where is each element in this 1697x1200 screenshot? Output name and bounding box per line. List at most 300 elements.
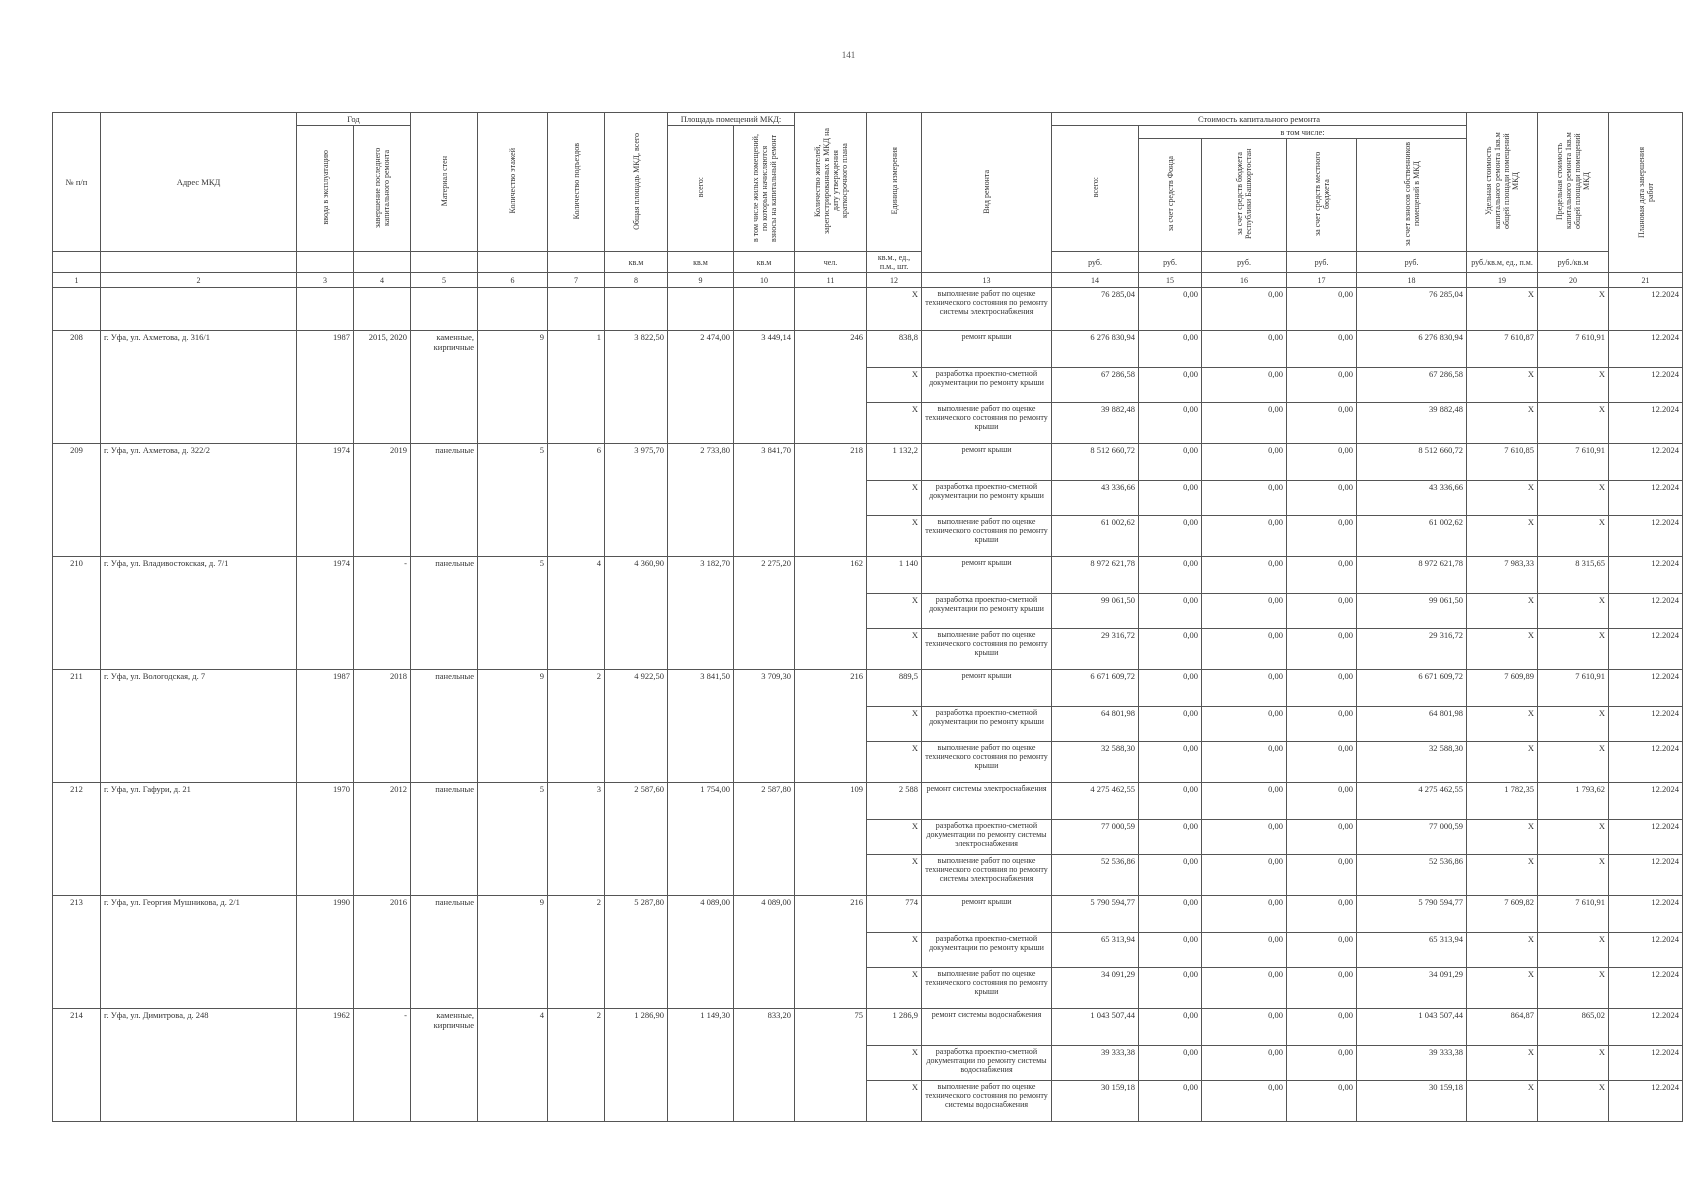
cell-unit-cost: Х: [1467, 368, 1538, 403]
cell-fund: 0,00: [1139, 933, 1202, 968]
cell-total: 39 333,38: [1052, 1046, 1139, 1081]
cell-unit-cost: 864,87: [1467, 1009, 1538, 1046]
cell-owners: 61 002,62: [1357, 516, 1467, 557]
cell-max-cost: Х: [1538, 742, 1609, 783]
cell-max-cost: Х: [1538, 855, 1609, 896]
cell-work: разработка проектно-сметной документации по ремонту крыши: [922, 481, 1052, 516]
cell-unit-cost: 1 782,35: [1467, 783, 1538, 820]
cell-work: ремонт крыши: [922, 557, 1052, 594]
cell-material: панельные: [411, 783, 478, 896]
cell-year: 1974: [297, 444, 354, 557]
cell-premises: 3 182,70: [668, 557, 734, 670]
cell-entrances: 3: [548, 783, 605, 896]
cell-owners: 4 275 462,55: [1357, 783, 1467, 820]
cell-unit: 1 132,2: [867, 444, 922, 481]
cell-work: разработка проектно-сметной документации по ремонту крыши: [922, 707, 1052, 742]
cell-fund: 0,00: [1139, 331, 1202, 368]
cell-premises: 1 149,30: [668, 1009, 734, 1122]
column-number: 5: [411, 273, 478, 288]
cell-no: 213: [53, 896, 101, 1009]
cell-fund: 0,00: [1139, 783, 1202, 820]
cell-fund: 0,00: [1139, 742, 1202, 783]
cell-total-area: 2 587,60: [605, 783, 668, 896]
cell-total: 39 882,48: [1052, 403, 1139, 444]
cell-owners: 5 790 594,77: [1357, 896, 1467, 933]
cell-date: 12.2024: [1609, 855, 1683, 896]
cell-local: 0,00: [1287, 742, 1357, 783]
cell-work: выполнение работ по оценке технического состояния по ремонту крыши: [922, 403, 1052, 444]
cell-premises: 1 754,00: [668, 783, 734, 896]
cell-total: 64 801,98: [1052, 707, 1139, 742]
cell-local: 0,00: [1287, 368, 1357, 403]
cell-unit: 1 286,9: [867, 1009, 922, 1046]
cell-republic: 0,00: [1202, 707, 1287, 742]
units-row: [53, 252, 1683, 273]
cell-date: 12.2024: [1609, 670, 1683, 707]
cell-residents: 246: [795, 331, 867, 444]
cell-local: 0,00: [1287, 707, 1357, 742]
cell-unit: 774: [867, 896, 922, 933]
cell-last-repair: 2016: [354, 896, 411, 1009]
unit-label: руб.: [1287, 252, 1357, 273]
table-row: [53, 896, 1683, 933]
cell-contrib: 2 275,20: [734, 557, 795, 670]
cell-max-cost: Х: [1538, 968, 1609, 1009]
column-number: 18: [1357, 273, 1467, 288]
cell-no: 211: [53, 670, 101, 783]
cell-unit: Х: [867, 855, 922, 896]
column-number: 4: [354, 273, 411, 288]
cell-floors: 4: [478, 1009, 548, 1122]
cell-owners: 29 316,72: [1357, 629, 1467, 670]
cell-entrances: 4: [548, 557, 605, 670]
cell-fund: 0,00: [1139, 594, 1202, 629]
cell-unit: Х: [867, 1046, 922, 1081]
cell-work: ремонт крыши: [922, 331, 1052, 368]
cell-owners: 43 336,66: [1357, 481, 1467, 516]
cell-unit-cost: Х: [1467, 707, 1538, 742]
cell-owners: 76 285,04: [1357, 288, 1467, 331]
cell-local: 0,00: [1287, 855, 1357, 896]
table-row: [53, 1009, 1683, 1046]
cell-unit-cost: Х: [1467, 933, 1538, 968]
cell-date: 12.2024: [1609, 1046, 1683, 1081]
cell-work: выполнение работ по оценке технического состояния по ремонту крыши: [922, 516, 1052, 557]
cell-max-cost: Х: [1538, 629, 1609, 670]
cell-local: 0,00: [1287, 629, 1357, 670]
header-cost-republic: за счет средств бюджета Республики Башкортостан: [1235, 148, 1254, 240]
cell-address: г. Уфа, ул. Георгия Мушникова, д. 2/1: [101, 896, 297, 1009]
cell-max-cost: Х: [1538, 594, 1609, 629]
column-number: 15: [1139, 273, 1202, 288]
column-number: 8: [605, 273, 668, 288]
cell-local: 0,00: [1287, 820, 1357, 855]
cell-unit: 838,8: [867, 331, 922, 368]
cell-max-cost: Х: [1538, 288, 1609, 331]
cell-republic: 0,00: [1202, 670, 1287, 707]
cell-max-cost: 8 315,65: [1538, 557, 1609, 594]
header-unit-cost: Удельная стоимость капитального ремонта 1кв.м общей площади помещений МКД: [1484, 132, 1521, 230]
cell-fund: 0,00: [1139, 481, 1202, 516]
cell-material: панельные: [411, 896, 478, 1009]
column-number: 10: [734, 273, 795, 288]
repair-plan-table: [52, 112, 1683, 1122]
cell-unit: Х: [867, 968, 922, 1009]
cell-unit-cost: Х: [1467, 1081, 1538, 1122]
cell-total: 30 159,18: [1052, 1081, 1139, 1122]
cell-year: 1987: [297, 670, 354, 783]
cell-unit: Х: [867, 481, 922, 516]
header-year-last-repair: завершение последнего капитального ремонта: [373, 147, 391, 228]
cell-work: разработка проектно-сметной документации по ремонту крыши: [922, 594, 1052, 629]
table-row: [53, 331, 1683, 368]
cell-work: выполнение работ по оценке технического состояния по ремонту крыши: [922, 968, 1052, 1009]
cell-address: г. Уфа, ул. Ахметова, д. 322/2: [101, 444, 297, 557]
cell-no: 209: [53, 444, 101, 557]
cell-local: 0,00: [1287, 516, 1357, 557]
cell-max-cost: Х: [1538, 820, 1609, 855]
cell-owners: 64 801,98: [1357, 707, 1467, 742]
cell-total: 65 313,94: [1052, 933, 1139, 968]
cell-year: 1987: [297, 331, 354, 444]
cell-unit-cost: Х: [1467, 855, 1538, 896]
column-number: 3: [297, 273, 354, 288]
cell-total-area: 5 287,80: [605, 896, 668, 1009]
cell-work: ремонт крыши: [922, 444, 1052, 481]
cell-republic: 0,00: [1202, 742, 1287, 783]
cell-local: 0,00: [1287, 557, 1357, 594]
cell-work: выполнение работ по оценке технического состояния по ремонту крыши: [922, 742, 1052, 783]
cell-total-area: 1 286,90: [605, 1009, 668, 1122]
cell-contrib: 833,20: [734, 1009, 795, 1122]
header-residents: Количество жителей, зарегистрированных в МКД на дату утверждения краткосрочного плана: [812, 128, 849, 234]
cell-year: 1974: [297, 557, 354, 670]
cell-local: 0,00: [1287, 1046, 1357, 1081]
cell-owners: 99 061,50: [1357, 594, 1467, 629]
header-incl: в том числе:: [1139, 126, 1467, 139]
cell-date: 12.2024: [1609, 933, 1683, 968]
cell-unit: Х: [867, 629, 922, 670]
cell-premises: 2 474,00: [668, 331, 734, 444]
cell-total: 29 316,72: [1052, 629, 1139, 670]
cell-work: разработка проектно-сметной документации по ремонту крыши: [922, 933, 1052, 968]
cell-work: выполнение работ по оценке технического состояния по ремонту системы электроснабжения: [922, 855, 1052, 896]
cell-unit-cost: 7 609,82: [1467, 896, 1538, 933]
cell-total-area: 4 360,90: [605, 557, 668, 670]
cell-total-area: 3 975,70: [605, 444, 668, 557]
cell-fund: 0,00: [1139, 516, 1202, 557]
cell-owners: 30 159,18: [1357, 1081, 1467, 1122]
cell-owners: 8 512 660,72: [1357, 444, 1467, 481]
cell-republic: 0,00: [1202, 933, 1287, 968]
cell-premises: 4 089,00: [668, 896, 734, 1009]
cell-owners: 32 588,30: [1357, 742, 1467, 783]
cell-address: г. Уфа, ул. Димитрова, д. 248: [101, 1009, 297, 1122]
cell-date: 12.2024: [1609, 896, 1683, 933]
cell-date: 12.2024: [1609, 742, 1683, 783]
cell-total: 5 790 594,77: [1052, 896, 1139, 933]
cell-republic: 0,00: [1202, 1046, 1287, 1081]
table-row: [53, 670, 1683, 707]
cell-unit: Х: [867, 707, 922, 742]
cell-address: г. Уфа, ул. Владивостокская, д. 7/1: [101, 557, 297, 670]
cell-unit-cost: 7 610,85: [1467, 444, 1538, 481]
repair-plan-sheet: [52, 112, 1682, 1122]
cell-floors: 9: [478, 896, 548, 1009]
cell-total: 52 536,86: [1052, 855, 1139, 896]
cell-max-cost: Х: [1538, 707, 1609, 742]
cell-owners: 52 536,86: [1357, 855, 1467, 896]
cell-date: 12.2024: [1609, 707, 1683, 742]
cell-unit: Х: [867, 1081, 922, 1122]
cell-unit: Х: [867, 368, 922, 403]
cell-date: 12.2024: [1609, 288, 1683, 331]
cell-contrib: 3 841,70: [734, 444, 795, 557]
cell-unit-cost: Х: [1467, 516, 1538, 557]
cell-material: панельные: [411, 670, 478, 783]
cell-republic: 0,00: [1202, 896, 1287, 933]
cell-date: 12.2024: [1609, 1081, 1683, 1122]
cell-owners: 65 313,94: [1357, 933, 1467, 968]
column-number: 1: [53, 273, 101, 288]
cell-residents: 162: [795, 557, 867, 670]
cell-date: 12.2024: [1609, 368, 1683, 403]
cell-local: 0,00: [1287, 331, 1357, 368]
cell-republic: 0,00: [1202, 594, 1287, 629]
cell-residents: 218: [795, 444, 867, 557]
header-year-group: Год: [297, 113, 411, 126]
cell-unit-cost: 7 609,89: [1467, 670, 1538, 707]
cell-max-cost: 7 610,91: [1538, 331, 1609, 368]
cell-fund: 0,00: [1139, 855, 1202, 896]
column-number: 16: [1202, 273, 1287, 288]
cell-entrances: 1: [548, 331, 605, 444]
cell-local: 0,00: [1287, 288, 1357, 331]
header-no: № п/п: [53, 113, 101, 252]
cell-work: выполнение работ по оценке технического состояния по ремонту крыши: [922, 629, 1052, 670]
cell-unit-cost: Х: [1467, 968, 1538, 1009]
cell-address: г. Уфа, ул. Гафури, д. 21: [101, 783, 297, 896]
unit-label: кв.м., ед., п.м., шт.: [867, 252, 922, 273]
cell-work: ремонт крыши: [922, 670, 1052, 707]
cell-date: 12.2024: [1609, 557, 1683, 594]
cell-total: 4 275 462,55: [1052, 783, 1139, 820]
cell-republic: 0,00: [1202, 516, 1287, 557]
cell-fund: 0,00: [1139, 557, 1202, 594]
column-numbers-row: [53, 273, 1683, 288]
cell-date: 12.2024: [1609, 594, 1683, 629]
cell-max-cost: Х: [1538, 933, 1609, 968]
cell-unit-cost: Х: [1467, 403, 1538, 444]
cell-total: 43 336,66: [1052, 481, 1139, 516]
cell-total: 1 043 507,44: [1052, 1009, 1139, 1046]
cell-address: г. Уфа, ул. Ахметова, д. 316/1: [101, 331, 297, 444]
cell-republic: 0,00: [1202, 331, 1287, 368]
header-cost-owners: за счет взносов собственников помещений в МКД: [1402, 142, 1421, 246]
header-year-commission: ввода в эксплуатацию: [320, 150, 330, 225]
cell-total: 99 061,50: [1052, 594, 1139, 629]
cell-premises: 2 733,80: [668, 444, 734, 557]
cell-date: 12.2024: [1609, 403, 1683, 444]
cell-owners: 39 333,38: [1357, 1046, 1467, 1081]
cell-work: ремонт системы электроснабжения: [922, 783, 1052, 820]
cell-residents: 75: [795, 1009, 867, 1122]
table-row: [53, 288, 1683, 331]
cell-republic: 0,00: [1202, 783, 1287, 820]
cell-fund: 0,00: [1139, 1046, 1202, 1081]
cell-local: 0,00: [1287, 783, 1357, 820]
cell-material: каменные, кирпичные: [411, 1009, 478, 1122]
cell-contrib: 3 449,14: [734, 331, 795, 444]
cell-unit: 2 588: [867, 783, 922, 820]
cell-fund: 0,00: [1139, 629, 1202, 670]
cell-republic: 0,00: [1202, 855, 1287, 896]
column-number: 11: [795, 273, 867, 288]
cell-republic: 0,00: [1202, 968, 1287, 1009]
cell-work: ремонт системы водоснабжения: [922, 1009, 1052, 1046]
cell-unit: 889,5: [867, 670, 922, 707]
cell-republic: 0,00: [1202, 403, 1287, 444]
cell-owners: 39 882,48: [1357, 403, 1467, 444]
cell-unit-cost: Х: [1467, 820, 1538, 855]
cell-local: 0,00: [1287, 444, 1357, 481]
cell-unit: Х: [867, 594, 922, 629]
cell-owners: 6 671 609,72: [1357, 670, 1467, 707]
column-number: 9: [668, 273, 734, 288]
cell-republic: 0,00: [1202, 444, 1287, 481]
header-unit: Единица измерения: [889, 147, 899, 215]
unit-label: кв.м: [668, 252, 734, 273]
cell-unit-cost: 7 983,33: [1467, 557, 1538, 594]
column-number: 17: [1287, 273, 1357, 288]
cell-unit: Х: [867, 820, 922, 855]
cell-total: 67 286,58: [1052, 368, 1139, 403]
cell-local: 0,00: [1287, 670, 1357, 707]
header-max-cost: Предельная стоимость капитального ремонта 1кв.м общей площади помещений МКД: [1555, 132, 1592, 230]
cell-unit: 1 140: [867, 557, 922, 594]
cell-work: выполнение работ по оценке технического состояния по ремонту системы водоснабжения: [922, 1081, 1052, 1122]
cell-republic: 0,00: [1202, 368, 1287, 403]
unit-label: руб.: [1139, 252, 1202, 273]
column-number: 19: [1467, 273, 1538, 288]
cell-year: 1970: [297, 783, 354, 896]
cell-contrib: 3 709,30: [734, 670, 795, 783]
cell-last-repair: 2019: [354, 444, 411, 557]
cell-total: 76 285,04: [1052, 288, 1139, 331]
cell-floors: 9: [478, 331, 548, 444]
column-number: 21: [1609, 273, 1683, 288]
cell-date: 12.2024: [1609, 629, 1683, 670]
unit-label: руб.: [1052, 252, 1139, 273]
column-number: 12: [867, 273, 922, 288]
cell-no: 214: [53, 1009, 101, 1122]
cell-fund: 0,00: [1139, 670, 1202, 707]
table-row: [53, 557, 1683, 594]
header-cost-local: за счет средств местного бюджета: [1312, 151, 1331, 237]
cell-total: 77 000,59: [1052, 820, 1139, 855]
cell-max-cost: 7 610,91: [1538, 896, 1609, 933]
header-address: Адрес МКД: [101, 113, 297, 252]
cell-residents: 109: [795, 783, 867, 896]
cell-material: панельные: [411, 444, 478, 557]
header-entrances: Количество подъездов: [571, 142, 581, 220]
cell-date: 12.2024: [1609, 1009, 1683, 1046]
cell-republic: 0,00: [1202, 557, 1287, 594]
cell-material: каменные, кирпичные: [411, 331, 478, 444]
header-work-type: Вид ремонта: [982, 169, 992, 214]
cell-year: 1962: [297, 1009, 354, 1122]
column-number: 20: [1538, 273, 1609, 288]
cell-last-repair: -: [354, 1009, 411, 1122]
page-number: 141: [841, 50, 856, 60]
cell-max-cost: 7 610,91: [1538, 670, 1609, 707]
cell-date: 12.2024: [1609, 444, 1683, 481]
cell-address: г. Уфа, ул. Вологодская, д. 7: [101, 670, 297, 783]
cell-unit-cost: Х: [1467, 629, 1538, 670]
cell-fund: 0,00: [1139, 1081, 1202, 1122]
cell-premises: 3 841,50: [668, 670, 734, 783]
cell-fund: 0,00: [1139, 896, 1202, 933]
cell-local: 0,00: [1287, 933, 1357, 968]
header-floors: Количество этажей: [508, 148, 517, 214]
cell-owners: 8 972 621,78: [1357, 557, 1467, 594]
header-premises-group: Площадь помещений МКД:: [668, 113, 795, 126]
cell-total: 8 972 621,78: [1052, 557, 1139, 594]
cell-max-cost: 865,02: [1538, 1009, 1609, 1046]
cell-last-repair: -: [354, 557, 411, 670]
cell-republic: 0,00: [1202, 1009, 1287, 1046]
unit-label: руб.: [1202, 252, 1287, 273]
cell-local: 0,00: [1287, 1081, 1357, 1122]
unit-label: руб./кв.м, ед., п.м.: [1467, 252, 1538, 273]
cell-floors: 5: [478, 444, 548, 557]
unit-label: руб./кв.м: [1538, 252, 1609, 273]
cell-floors: 9: [478, 670, 548, 783]
cell-entrances: 6: [548, 444, 605, 557]
cell-owners: 77 000,59: [1357, 820, 1467, 855]
cell-no: 210: [53, 557, 101, 670]
cell-local: 0,00: [1287, 403, 1357, 444]
cell-contrib: 2 587,80: [734, 783, 795, 896]
cell-last-repair: 2018: [354, 670, 411, 783]
cell-unit: Х: [867, 288, 922, 331]
cell-republic: 0,00: [1202, 820, 1287, 855]
cell-no: 208: [53, 331, 101, 444]
cell-residents: 216: [795, 670, 867, 783]
cell-unit: Х: [867, 403, 922, 444]
cell-owners: 6 276 830,94: [1357, 331, 1467, 368]
cell-unit-cost: Х: [1467, 742, 1538, 783]
header-plan-date: Плановая дата завершения работ: [1636, 146, 1655, 238]
cell-max-cost: Х: [1538, 1046, 1609, 1081]
table-body: [53, 288, 1683, 1122]
cell-owners: 34 091,29: [1357, 968, 1467, 1009]
cell-work: ремонт крыши: [922, 896, 1052, 933]
cell-local: 0,00: [1287, 968, 1357, 1009]
unit-label: руб.: [1357, 252, 1467, 273]
cell-fund: 0,00: [1139, 288, 1202, 331]
cell-date: 12.2024: [1609, 331, 1683, 368]
cell-total: 6 276 830,94: [1052, 331, 1139, 368]
cell-fund: 0,00: [1139, 820, 1202, 855]
header-cost-group: Стоимость капитального ремонта: [1052, 113, 1467, 126]
header-total-area: Общая площадь МКД, всего: [631, 132, 641, 230]
cell-fund: 0,00: [1139, 707, 1202, 742]
cell-max-cost: 1 793,62: [1538, 783, 1609, 820]
cell-unit: Х: [867, 933, 922, 968]
unit-label: чел.: [795, 252, 867, 273]
header-wall-material: Материал стен: [439, 155, 449, 207]
